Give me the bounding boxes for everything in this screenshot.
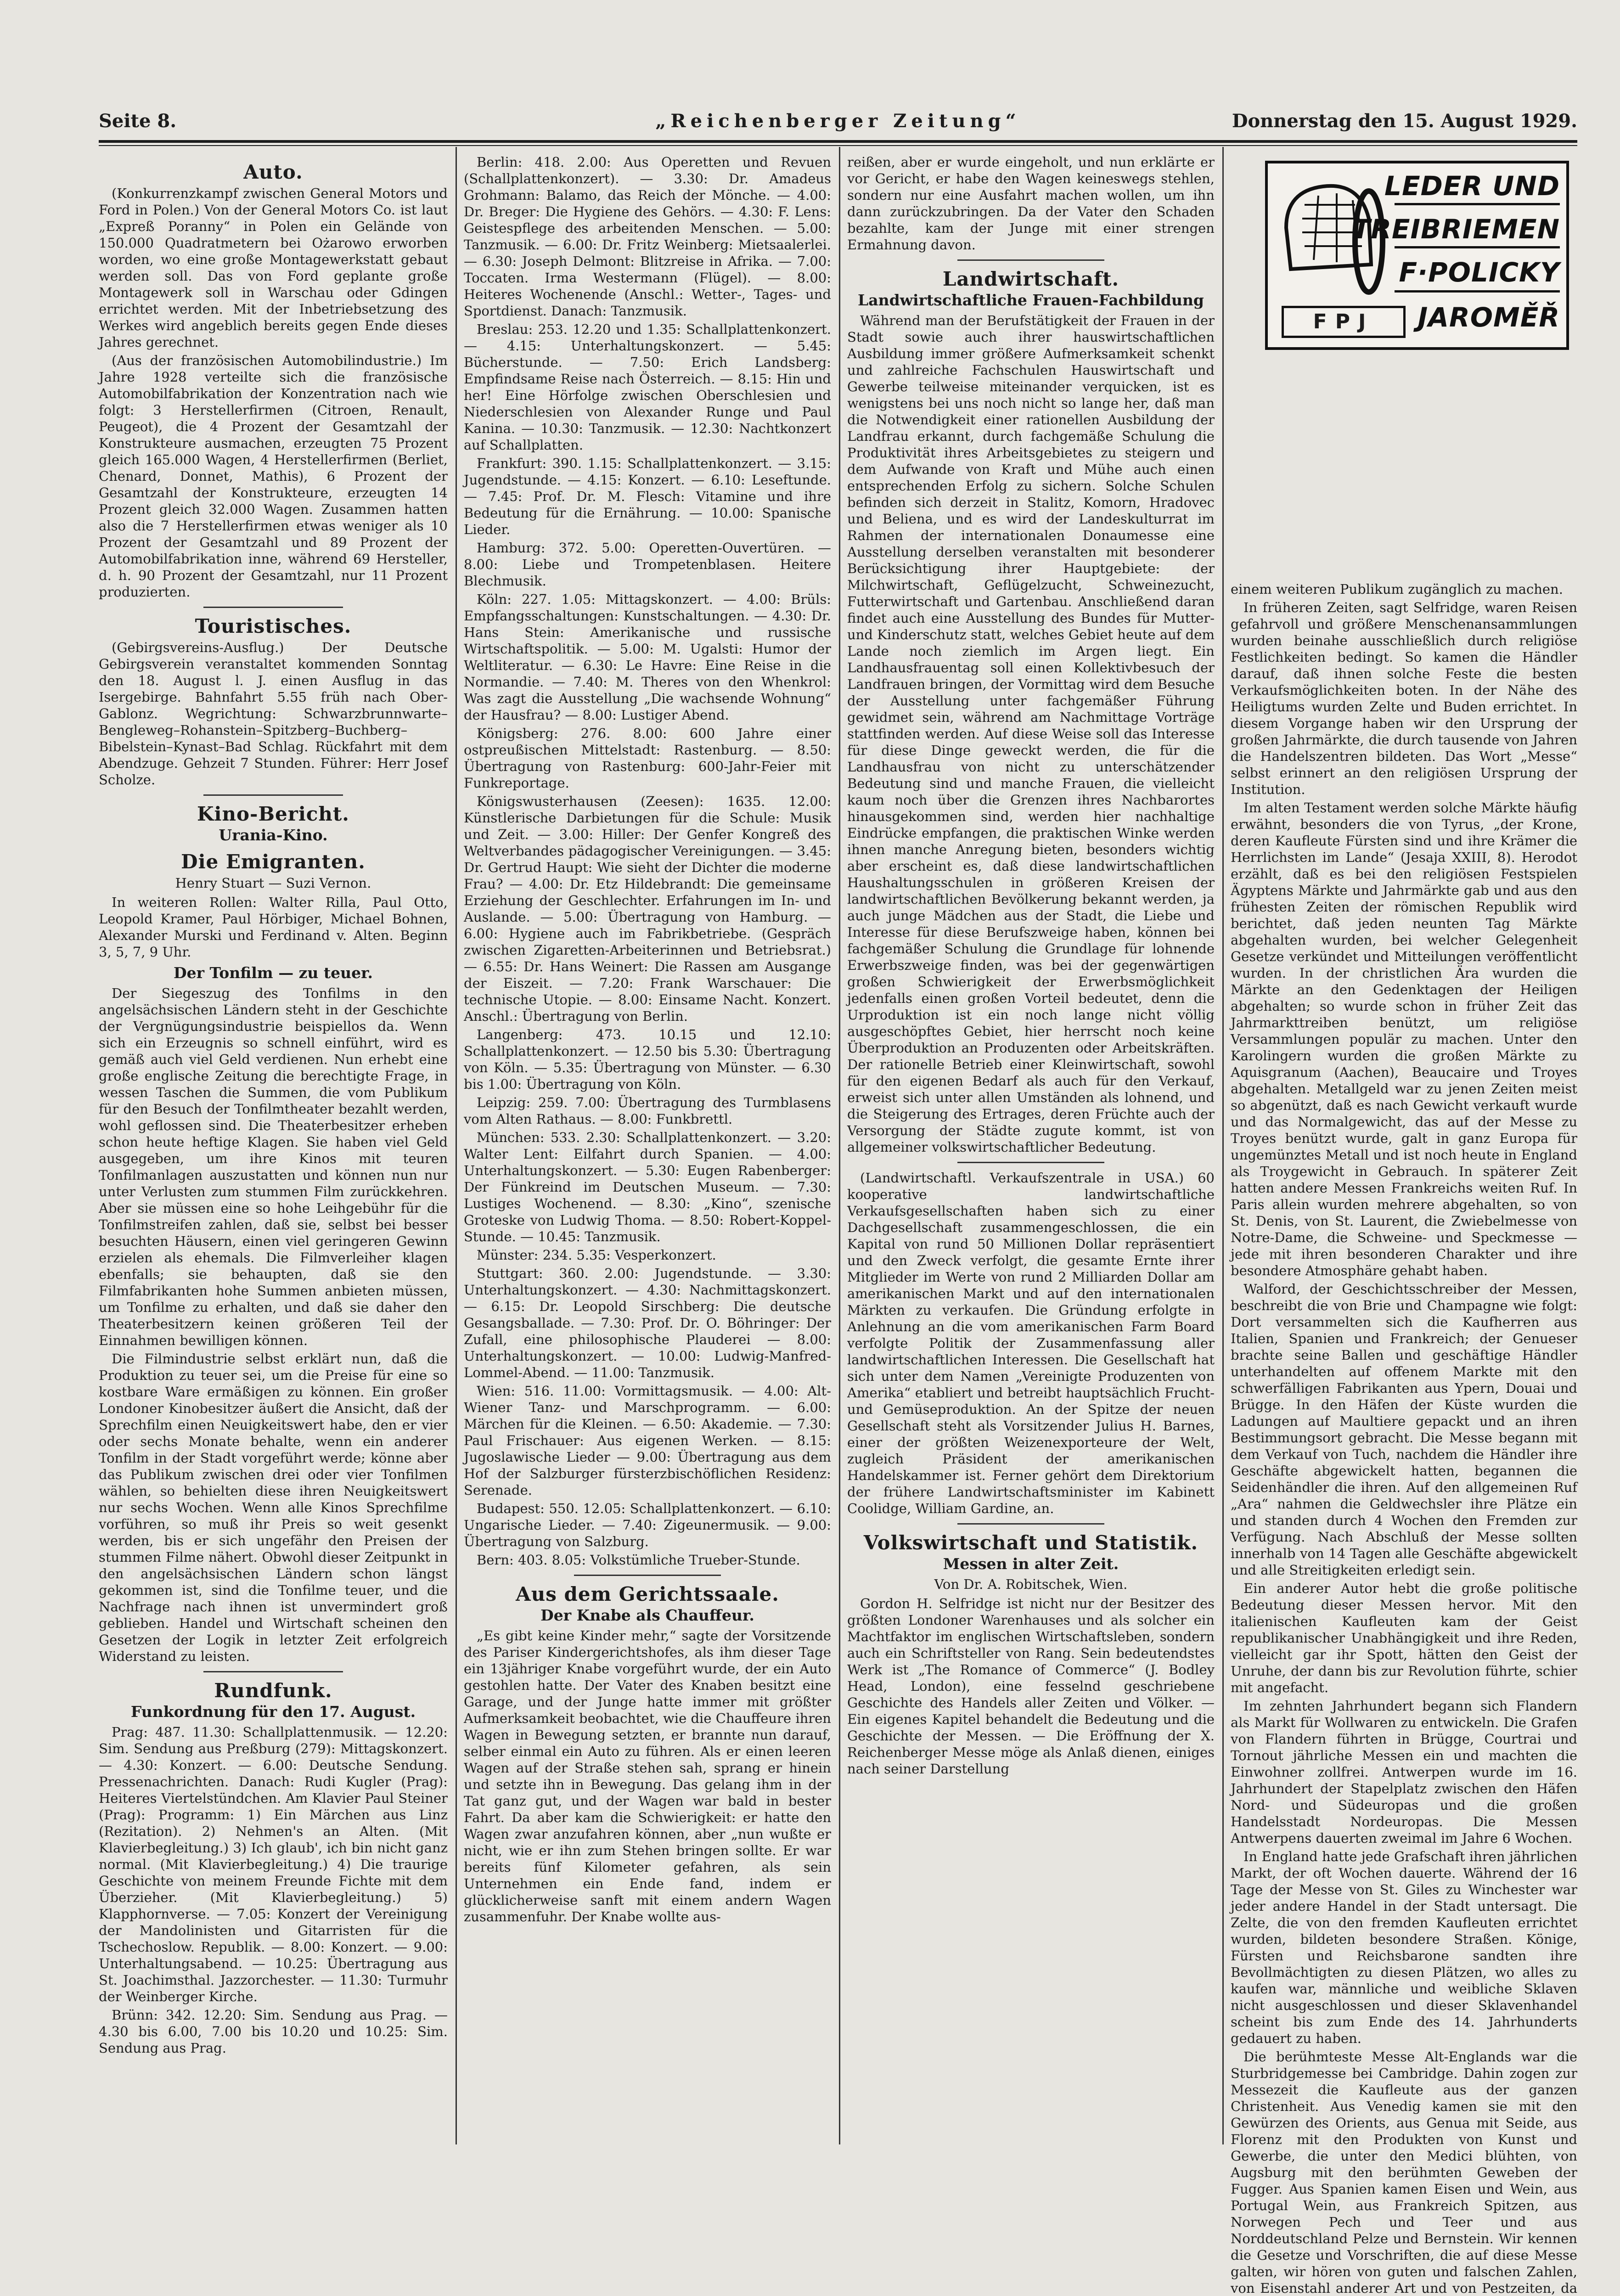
ad-line-4: JAROMĚŘ (1418, 302, 1560, 333)
article-paragraph: In weiteren Rollen: Walter Rilla, Paul Otto, Leopold Kramer, Paul Hörbiger, Michael Bohnen, Alexander Murski und Ferdinand v. Alten. Beginn 3, 5, 7, 9 Uhr. (99, 895, 448, 960)
article-paragraph: (Landwirtschaftl. Verkaufszentrale in USA.) 60 kooperative landwirtschaftliche Verkaufsgesellschaften haben sich zu einer Dachgesellschaft zusammengeschlossen, die ein Kapital von rund 50 Millionen Dollar repräsentiert und den Zweck verfolgt, die gesamte Ernte ihrer Mitglieder im Werte von rund 2 Milliarden Dollar am amerikanischen Markt und auf den internationalen Märkten zu verkaufen. Die Gründung erfolgte in Anlehnung an die vom amerikanischen Farm Board verfolgte Politik der Zusammenfassung aller landwirtschaftlichen Interessen. Die Gesellschaft hat sich unter dem Namen „Vereinigte Produzenten von Amerika“ etabliert und betreibt hauptsächlich Frucht- und Gemüseproduktion. An der Spitze der neuen Gesellschaft steht als Vorsitzender Julius H. Barnes, einer der größten Weizenexporteure der Welt, zugleich Präsident der amerikanischen Handelskammer ist. Ferner gehört dem Direktorium der frühere Landwirtschaftsminister im Kabinett Coolidge, William Gardine, an. (847, 1170, 1215, 1516)
ad-monogram: FPJ (1282, 306, 1406, 338)
page-number: Seite 8. (99, 110, 177, 132)
article-paragraph: (Aus der französischen Automobilindustrie.) Im Jahre 1928 verteilte sich die französische Automobilfabrikation der Konzentration nach wie folgt: 3 Herstellerfirmen (Citroen, Renault, Peugeot), die 4 Prozent der Gesamtzahl der Konstrukteure ausmachen, erzeugten 75 Prozent gleich 165.000 Wagen, 4 Herstellerfirmen (Berliet, Chenard, Donnet, Mathis), 6 Prozent der Gesamtzahl der Konstrukteure, erzeugten 14 Prozent gleich 32.000 Wagen. Zusammen hatten also die 7 Herstellerfirmen etwas weniger als 10 Prozent der Gesamtzahl und 89 Prozent der Automobilfabrikation inne, während 69 Hersteller, d. h. 90 Prozent der Gesamtzahl, nur 11 Prozent produzierten. (99, 353, 448, 600)
issue-date: Donnerstag den 15. August 1929. (1232, 110, 1577, 132)
section-title-radio: Rundfunk. (214, 1679, 332, 1702)
article-paragraph: Die Filmindustrie selbst erklärt nun, daß die Produktion zu teuer sei, um die Preise für eine so kostbare Ware ermäßigen zu können. Ein großer Londoner Kinobesitzer äußert die Ansicht, daß der Sprechfilm einen Neuigkeitswert habe, den er vier oder sechs Monate behalte, wenn ein anderer Tonfilm in der Stadt vorgeführt werde; könne aber das Publikum zwischen drei oder vier Tonfilmen wählen, so behielten diese ihren Neuigkeitswert nur sechs Wochen. Wenn alle Kinos Sprechfilme vorführen, so muß ihr Preis so weit gesenkt werden, bis er sich ungefähr den Preisen der stummen Filme nähert. Obwohl dieser Zeitpunkt in den angelsächsischen Ländern schon längst gekommen ist, sind die Tonfilme teuer, und die Nachfrage nach ihnen ist unvermindert groß geblieben. Handel und Wirtschaft scheinen den Gesetzen der Logik in letzter Zeit erfolgreich Widerstand zu leisten. (99, 1351, 448, 1664)
radio-listing: Leipzig: 259. 7.00: Übertragung des Turmblasens vom Alten Rathaus. — 8.00: Funkbrettl. (464, 1095, 831, 1127)
ad-line-2: TREIBRIEMEN (1352, 214, 1560, 245)
radio-schedule-title: Funkordnung für den 17. August. (130, 1703, 416, 1721)
section-title-economy: Volkswirtschaft und Statistik. (863, 1531, 1198, 1554)
article-paragraph: „Es gibt keine Kinder mehr,“ sagte der Vorsitzende des Pariser Kindergerichtshofes, als ihm dieser Tage ein 13jähriger Knabe vorgeführt wurde, der ein Auto gestohlen hatte. Der Vater des Knaben besitzt eine Garage, und der Junge hatte immer mit größter Aufmerksamkeit beobachtet, wie die Chauffeure ihren Wagen in Bewegung setzten, er brannte nun darauf, selber einmal ein Auto zu führen. Als er einen leeren Wagen auf der Straße stehen sah, sprang er hinein und setzte ihn in Bewegung. Das gelang ihm in der Tat ganz gut, und der Wagen war bald in bester Fahrt. Da aber kam die Schwierigkeit: er hatte den Wagen zwar anzufahren können, aber „nun wußte er nicht, wie er ihn zum Stehen bringen sollte. Er war bereits fünf Kilometer gefahren, als sein Unternehmen ein Ende fand, indem er glücklicherweise sanft mit einem andern Wagen zusammenfuhr. Der Knabe wollte aus- (464, 1628, 831, 1925)
radio-listing: Wien: 516. 11.00: Vormittagsmusik. — 4.00: Alt-Wiener Tanz- und Marschprogramm. — 6.00: Märchen für die Kleinen. — 6.50: Akademie. — 7.30: Paul Frischauer: Aus eigenen Werken. — 8.15: Jugoslawische Lieder — 9.00: Übertragung aus dem Hof der Salzburger fürsterzbischöflichen Residenz: Serenade. (464, 1383, 831, 1498)
column-rule (839, 147, 840, 2144)
header-rule-thin (99, 145, 1577, 146)
column-1 (99, 154, 448, 2142)
section-title-tourism: Touristisches. (195, 615, 352, 637)
radio-listing: Hamburg: 372. 5.00: Operetten-Ouvertüren. — 8.00: Liebe und Trompetenblasen. Heitere Blechmusik. (464, 540, 831, 589)
article-paragraph: In früheren Zeiten, sagt Selfridge, waren Reisen gefahrvoll und größere Menschenansammlungen wurden beinahe ausschließlich durch religiöse Festlichkeiten bedingt. So kamen die Händler darauf, daß ihnen solche Feste die besten Verkaufsmöglichkeiten boten. In der Nähe des Heiligtums wurden Zelte und Buden errichtet. In diesem Vorgange haben wir den Ursprung der großen Jahrmärkte, die durch tausende von Jahren die Handelszentren bildeten. Das Wort „Messe“ selbst erinnert an den religiösen Ursprung der Institution. (1231, 600, 1577, 797)
radio-listing: Königswusterhausen (Zeesen): 1635. 12.00: Künstlerische Darbietungen für die Schule: Musik und Zeit. — 3.00: Hiller: Der Genfer Kongreß des Weltverbandes pädagogischer Vereinigungen. — 3.45: Dr. Gertrud Haupt: Wie sieht der Dichter die moderne Frau? — 4.00: Dr. Etz Hildebrandt: Die gemeinsame Erziehung der Geschlechter. Erfahrungen im In- und Auslande. — 5.00: Übertragung von Hamburg. — 6.00: Hygiene auch im Fabrikbetriebe. (Gespräch zwischen Zigaretten-Arbeiterinnen und Betriebsrat.) — 6.55: Dr. Hans Weinert: Die Rassen am Ausgange der Eiszeit. — 7.20: Frank Warschauer: Die technische Utopie. — 8.00: Einsame Nacht. Konzert. Anschl.: Übertragung von Berlin. (464, 793, 831, 1024)
header-rule (99, 140, 1577, 143)
ad-line-3: F·POLICKY (1399, 257, 1560, 288)
section-title-auto: Auto. (243, 161, 303, 183)
ad-underline (1395, 290, 1560, 293)
separator (957, 259, 1104, 261)
article-paragraph: Ein anderer Autor hebt die große politische Bedeutung dieser Messen hervor. Mit den italienischen Kaufleuten kam der Geist republikanischer Unabhängigkeit und ihre Reden, vielleicht gar ihr Spott, hätten den Geist der Unruhe, der dann bis zur Revolution führte, schier mit angefacht. (1231, 1581, 1577, 1695)
radio-listing: Köln: 227. 1.05: Mittagskonzert. — 4.00: Brüls: Empfangsschaltungen: Kunstschaltungen. — 4.30: Dr. Hans Stein: Amerikanische und russische Wirtschaftspolitik. — 5.00: M. Ugalsti: Humor der Weltliteratur. — 6.30: Le Havre: Eine Reise in die Normandie. — 7.40: M. Theres von den Whenkrol: Was zagt die Ausstellung „Die wachsende Wohnung“ der Hausfrau? — 8.00: Lustiger Abend. (464, 591, 831, 723)
advertisement (1265, 161, 1569, 350)
section-title-agriculture: Landwirtschaft. (942, 268, 1119, 290)
article-paragraph: Im zehnten Jahrhundert begann sich Flandern als Markt für Wollwaren zu entwickeln. Die Grafen von Flandern führten in Brügge, Courtrai und Tornout jährliche Messen ein und machten die Einwohner zollfrei. Antwerpen wurde im 16. Jahrhundert der Stapelplatz zwischen den Häfen Nord- und Südeuropas und die großen Handelsstadt Nordeuropas. Die Messen Antwerpens dauerten zweimal im Jahre 6 Wochen. (1231, 1698, 1577, 1846)
column-rule (456, 147, 457, 2144)
column-rule (1222, 147, 1224, 2144)
article-title-women-education: Landwirtschaftliche Frauen-Fachbildung (857, 291, 1204, 309)
radio-listing: Frankfurt: 390. 1.15: Schallplattenkonzert. — 3.15: Jugendstunde. — 4.15: Konzert. — 6.10: Leseftunde. — 7.45: Prof. Dr. M. Flesch: Vitamine und ihre Bedeutung für die Ernährung. — 10.00: Spanische Lieder. (464, 456, 831, 537)
film-cast: Henry Stuart — Suzi Vernon. (175, 875, 371, 891)
radio-listing: Langenberg: 473. 10.15 und 12.10: Schallplattenkonzert. — 12.50 bis 5.30: Übertragung von Köln. — 5.35: Übertragung von Münster. — 6.30 bis 1.00: Übertragung von Köln. (464, 1027, 831, 1092)
column-2 (464, 154, 831, 2142)
ad-underline (1395, 203, 1560, 205)
radio-listing: Münster: 234. 5.35: Vesperkonzert. (477, 1247, 716, 1263)
separator (203, 794, 343, 796)
cinema-name: Urania-Kino. (219, 826, 328, 844)
radio-listing: Brünn: 342. 12.20: Sim. Sendung aus Prag. — 4.30 bis 6.00, 7.00 bis 10.20 und 10.25: Sim. Sendung aus Prag. (99, 2007, 448, 2056)
section-title-court: Aus dem Gerichtssaale. (516, 1583, 779, 1605)
page-header (99, 106, 1577, 138)
article-title-tonfilm: Der Tonfilm — zu teuer. (174, 964, 373, 982)
ad-underline (1395, 246, 1560, 248)
column-4 (1231, 581, 1577, 2296)
radio-listing: Bern: 403. 8.05: Volkstümliche Trueber-Stunde. (477, 1552, 800, 1568)
ad-line-1: LEDER UND (1384, 170, 1560, 202)
radio-listing: Prag: 487. 11.30: Schallplattenmusik. — 12.20: Sim. Sendung aus Preßburg (279): Mittagskonzert. — 4.30: Konzert. — 6.00: Deutsche Sendung. Pressenachrichten. Danach: Rudi Kugler (Prag): Heiteres Viertelstündchen. Am Klavier Paul Steiner (Prag): Programm: 1) Ein Märchen aus Linz (Rezitation). 2) Nehmen's an Alten. (Mit Klavierbegleitung.) 3) Ich glaub', ich bin nicht ganz normal. (Mit Klavierbegleitung.) 4) Die traurige Geschichte von meinem Freunde Fichte mit dem Überzieher. (Mit Klavierbegleitung.) 5) Klapphornverse. — 7.05: Konzert der Vereinigung der Mandolinisten und Gitarristen für die Tschechoslow. Republik. — 8.00: Konzert. — 9.00: Unterhaltungsabend. — 10.25: Übertragung aus St. Joachimsthal. Jazzorchester. — 11.30: Turmuhr der Weinberger Kirche. (99, 1724, 448, 2004)
column-3 (847, 154, 1215, 2142)
article-paragraph: Während man der Berufstätigkeit der Frauen in der Stadt sowie auch ihrer hauswirtschaftlichen Ausbildung immer größere Aufmerksamkeit schenkt und zahlreiche Fachschulen Hauswirtschaft und Gewerbe teilweise miteinander verquicken, ist es wenigstens bei uns noch nicht so lange her, daß man die Notwendigkeit einer rationellen Ausbildung der Landfrau erkannt, durch fachgemäße Schulung die Produktivität ihres Arbeitsgebietes zu steigern und dem Aufwande von Kraft und Mühe auch einen entsprechenden Erfolg zu sichern. Solche Schulen befinden sich derzeit in Stalitz, Komorn, Hradovec und Beliena, und es wird der Landeskulturrat im Rahmen der internationalen Donaumesse eine Ausstellung derselben veranstalten mit besonderer Berücksichtigung ihrer Hauptgebiete: der Milchwirtschaft, Geflügelzucht, Schweinezucht, Futterwirtschaft und Gartenbau. Anschließend daran findet auch eine Ausstellung des Bundes für Mutter- und Kinderschutz statt, welches Gebiet heute auf dem Lande noch ziemlich im Argen liegt. Ein Landhausfrauentag soll einen Kollektivbesuch der Landfrauen bringen, der Vormittag wird dem Besuche der Ausstellung unter fachgemäßer Führung gewidmet sein, während am Nachmittage Vorträge stattfinden werden. Auf diese Weise soll das Interesse für diese Dinge geweckt werden, die für die Landhausfrau von nicht zu unterschätzender Bedeutung sind und manche Frauen, die vielleicht kaum noch über die Grenzen ihres Nachbarortes hinausgekommen sind, werden hier nachhaltige Eindrücke empfangen, die praktischen Winke werden ihnen manche Anregung bieten, besonders wichtig aber erscheint es, daß diese landwirtschaftlichen Haushaltungsschulen in größeren Kreisen der landwirtschaftlichen Bevölkerung bekannt werden, ja auch junge Mädchen aus der Stadt, die Liebe und Interesse für diese Berufszweige haben, können bei fachgemäßer Schulung die Grundlage für lohnende Erwerbszweige finden, was bei der gegenwärtigen großen Schwierigkeit der Erwerbsmöglichkeit jedenfalls einen großen Vorteil bedeutet, denn die Urproduktion ist ein noch lange nicht völlig ausgeschöpftes Gebiet, hier herrscht noch keine Überproduktion an Produzenten oder Arbeitskräften. Der rationelle Betrieb einer Kleinwirtschaft, sowohl für den eigenen Bedarf als auch für den Verkauf, erweist sich unter allen Umständen als lohnend, und die Steigerung des Ertrages, deren Früchte auch der Versorgung der Städte zugute kommt, ist von allgemeiner volkswirtschaftlicher Bedeutung. (847, 313, 1215, 1155)
radio-listing: Berlin: 418. 2.00: Aus Operetten und Revuen (Schallplattenkonzert). — 3.30: Dr. Amadeus Grohmann: Balamo, das Reich der Mönche. — 4.00: Dr. Breger: Die Hygiene des Gehörs. — 4.30: F. Lens: Geistespflege des arbeitenden Menschen. — 5.00: Tanzmusik. — 6.00: Dr. Fritz Weinberg: Mietsaalerlei. — 6.30: Joseph Delmont: Blitzreise in Afrika. — 7.00: Toccaten. Irma Westermann (Flügel). — 8.00: Heiteres Wochenende (Anschl.: Wetter-, Tages- und Sportdienst. Danach: Tanzmusik. (464, 154, 831, 319)
article-paragraph: Gordon H. Selfridge ist nicht nur der Besitzer des größten Londoner Warenhauses und als solcher ein Machtfaktor im englischen Wirtschaftsleben, sondern auch ein Schriftsteller von Rang. Sein bedeutendstes Werk ist „The Romance of Commerce“ (J. Bodley Head, London), eine fesselnd geschriebene Geschichte des Handels aller Zeiten und Völker. — Ein eigenes Kapitel behandelt die Bedeutung und die Geschichte der Messen. — Die Eröffnung der X. Reichenberger Messe möge als Anlaß dienen, einiges nach seiner Darstellung (847, 1596, 1215, 1777)
separator (203, 1671, 343, 1672)
radio-listing: Königsberg: 276. 8.00: 600 Jahre einer ostpreußischen Mittelstadt: Rastenburg. — 8.50: Übertragung von Rastenburg: 600-Jahr-Feier mit Funkreportage. (464, 726, 831, 791)
article-byline: Von Dr. A. Robitschek, Wien. (934, 1576, 1128, 1592)
article-paragraph: In England hatte jede Grafschaft ihren jährlichen Markt, der oft Wochen dauerte. Während der 16 Tage der Messe von St. Giles zu Winchester war jeder andere Handel in der Stadt untersagt. Die Zelte, die von den fremden Kaufleuten errichtet wurden, bildeten besondere Straßen. Könige, Fürsten und Reichsbarone sandten ihre Bevollmächtigten zu diesen Plätzen, wo alles zu kaufen war, männliche und weibliche Sklaven nicht ausgeschlossen und dieser Sklavenhandel scheint bis zum Ende des 14. Jahrhunderts gedauert zu haben. (1231, 1849, 1577, 2046)
article-paragraph: Die berühmteste Messe Alt-Englands war die Sturbridgemesse bei Cambridge. Dahin zogen zur Messezeit die Kaufleute aus der ganzen Christenheit. Aus Venedig kamen sie mit den Gewürzen des Orients, aus Genua mit Seide, aus Florenz mit den Produkten von Kunst und Gewerbe, die unter den Medici blühten, von Augsburg mit den berühmten Geweben der Fugger. Aus Spanien kamen Eisen und Wein, aus Portugal Wein, aus Frankreich Spitzen, aus Norwegen Pech und Teer und aus Norddeutschland Pelze und Bernstein. Wir kennen die Gesetze und Vorschriften, die auf diese Messe galten, wir hören von guten und falschen Zahlen, von Eisenstahl anderer Art und von Pestzeiten, da (1231, 2049, 1577, 2296)
radio-listing: München: 533. 2.30: Schallplattenkonzert. — 3.20: Walter Lent: Eilfahrt durch Spanien. — 4.00: Unterhaltungskonzert. — 5.30: Eugen Rabenberger: Der Fünkreind im Deutschen Museum. — 7.30: Lustiges Wochenend. — 8.30: „Kino“, szenische Groteske von Ludwig Thoma. — 8.50: Robert-Koppel-Stunde. — 10.45: Tanzmusik. (464, 1130, 831, 1244)
section-title-cinema: Kino-Bericht. (197, 803, 349, 825)
article-paragraph: einem weiteren Publikum zugänglich zu machen. (1231, 581, 1563, 597)
article-paragraph: Der Siegeszug des Tonfilms in den angelsächsischen Ländern steht in der Geschichte der Vergnügungsindustrie beispiellos da. Wenn sich ein Erzeugnis so schnell einführt, wird es gemäß auch viel Geld verdienen. Nun erhebt eine große englische Zeitung die berechtigte Frage, in wessen Taschen die Summen, die vom Publikum für den Besuch der Tonfilmtheater bezahlt werden, wohl geflossen sind. Die Theaterbesitzer erheben schon heute heftige Klagen. Sie haben viel Geld ausgegeben, um ihre Kinos mit teuren Tonfilmanlagen auszustatten und können nun nur unter Verlusten zum stummen Film zurückkehren. Aber sie müssen eine so hohe Leihgebühr für die Tonfilmstreifen zahlen, daß sie, selbst bei besser besuchten Häusern, einen viel geringeren Gewinn erzielen als ehemals. Die Filmverleiher klagen ebenfalls; sie behaupten, daß sie den Filmfabrikanten hohe Summen anbieten müssen, um Tonfilme zu erhalten, und daß sie daher den Theaterbesitzern keinen größeren Teil der Einnahmen bewilligen können. (99, 985, 448, 1348)
radio-listing: Budapest: 550. 12.05: Schallplattenkonzert. — 6.10: Ungarische Lieder. — 7.40: Zigeunermusik. — 9.00: Übertragung von Salzburg. (464, 1501, 831, 1549)
article-paragraph: reißen, aber er wurde eingeholt, und nun erklärte er vor Gericht, er habe den Wagen keineswegs stehlen, sondern nur eine Ausfahrt machen wollen, um ihn dann zurückzubringen. Da der Vater den Schaden bezahlte, kam der Junge mit einer strengen Ermahnung davon. (847, 154, 1215, 253)
separator (957, 1162, 1104, 1163)
article-title-fairs: Messen in alter Zeit. (943, 1555, 1119, 1573)
article-paragraph: (Gebirgsvereins-Ausflug.) Der Deutsche Gebirgsverein veranstaltet kommenden Sonntag den 18. August l. J. einen Ausflug in das Isergebirge. Bahnfahrt 5.55 früh nach Ober-Gablonz. Wegrichtung: Schwarzbrunnwarte–Bengleweg–Rohanstein–Spitzberg–Buchberg–Bibelstein–Kynast–Bad Schlag. Rückfahrt mit dem Abendzuge. Gehzeit 7 Stunden. Führer: Herr Josef Scholze. (99, 640, 448, 788)
article-title-chauffeur: Der Knabe als Chauffeur. (540, 1606, 754, 1624)
article-paragraph: (Konkurrenzkampf zwischen General Motors und Ford in Polen.) Von der General Motors Co. ist laut „Expreß Poranny“ in Polen ein Gelände von 150.000 Quadratmetern bei Ożarowo erworben worden, wo eine große Montagewerkstatt gebaut werden soll. Das von Ford geplante große Montagewerk soll in Warschau oder Gdingen errichtet werden. Mit der Inbetriebsetzung des Werkes wird angeblich bereits gegen Ende dieses Jahres gerechnet. (99, 186, 448, 350)
separator (203, 607, 343, 608)
radio-listing: Breslau: 253. 12.20 und 1.35: Schallplattenkonzert. — 4.15: Unterhaltungskonzert. — 5.45: Bücherstunde. — 7.50: Erich Landsberg: Empfindsame Reise nach Österreich. — 8.15: Hin und her! Eine Hörfolge zwischen Oberschlesien und Niederschlesien von Alexander Runge und Paul Kanina. — 10.30: Tanzmusik. — 12.30: Nachtkonzert auf Schallplatten. (464, 321, 831, 453)
separator (957, 1523, 1104, 1525)
article-paragraph: Walford, der Geschichtsschreiber der Messen, beschreibt die von Brie und Champagne wie folgt: Dort versammelten sich die Kaufherren aus Italien, Spanien und Frankreich; der Genueser brachte seine Ballen und geschäftige Händler unterhandelten auf offenem Markte mit den schwerfälligen Fabrikanten aus Ypern, Douai und Brügge. In den Häfen der Küste wurden die Ladungen auf Maultiere gepackt und an ihren Bestimmungsort gebracht. Die Messe begann mit dem Verkauf von Tuch, nachdem die Händler ihre Geschäfte abgewickelt hatten, begannen die Seidenhändler die ihren. Auf den allgemeinen Ruf „Ara“ nahmen die Geldwechsler ihre Plätze ein und standen durch 4 Wochen den Fremden zur Verfügung. Nach Abschluß der Messe sollten innerhalb von 14 Tagen alle Geschäfte abgewickelt und alle Streitigkeiten erledigt sein. (1231, 1281, 1577, 1578)
film-title: Die Emigranten. (181, 850, 366, 873)
radio-listing: Stuttgart: 360. 2.00: Jugendstunde. — 3.30: Unterhaltungskonzert. — 4.30: Nachmittagskonzert. — 6.15: Dr. Leopold Sirschberg: Die deutsche Gesangsballade. — 7.30: Prof. Dr. O. Böhringer: Der Zufall, eine philosophische Plauderei — 8.00: Unterhaltungskonzert. — 10.00: Ludwig-Manfred-Lommel-Abend. — 11.00: Tanzmusik. (464, 1266, 831, 1380)
article-paragraph: Im alten Testament werden solche Märkte häufig erwähnt, besonders die von Tyrus, „der Krone, deren Kaufleute Fürsten sind und ihre Krämer die Herrlichsten im Lande“ (Jesaja XXIII, 8). Herodot erzählt, daß es bei den religiösen Festspielen Ägyptens Märkte und Jahrmärkte gab und aus den frühesten Zeiten der römischen Republik wird berichtet, daß jeden neunten Tag Märkte abgehalten wurden, bei welcher Gelegenheit Gesetze verkündet und Mitteilungen veröffentlicht wurden. In der christlichen Ära wurden die Märkte an den Gedenktagen der Heiligen abgehalten; so wurde schon in früher Zeit das Jahrmarkttreiben benützt, um religiöse Versammlungen populär zu machen. Unter den Karolingern wurden die großen Märkte zu Aquisgranum (Aachen), Beaucaire und Troyes abgehalten. Metallgeld war zu jenen Zeiten meist so abgenützt, daß es nach Gewicht verkauft wurde und das Normalgewicht, das auf der Messe zu Troyes benützt wurde, galt in ganz Europa für ungemünztes Metall und ist noch heute in England als Troygewicht in Gebrauch. In späterer Zeit hatten andere Messen Frankreichs weiten Ruf. In Paris allein wurden mehrere abgehalten, so von St. Denis, von St. Laurent, die Zwiebelmesse von Notre-Dame, die Schweine- und Speckmesse — jede mit ihren besonderen Charakter und ihre besondere Atmosphäre gehabt haben. (1231, 800, 1577, 1278)
newspaper-title: „Reichenberger Zeitung“ (655, 110, 1021, 132)
separator (574, 1575, 721, 1576)
